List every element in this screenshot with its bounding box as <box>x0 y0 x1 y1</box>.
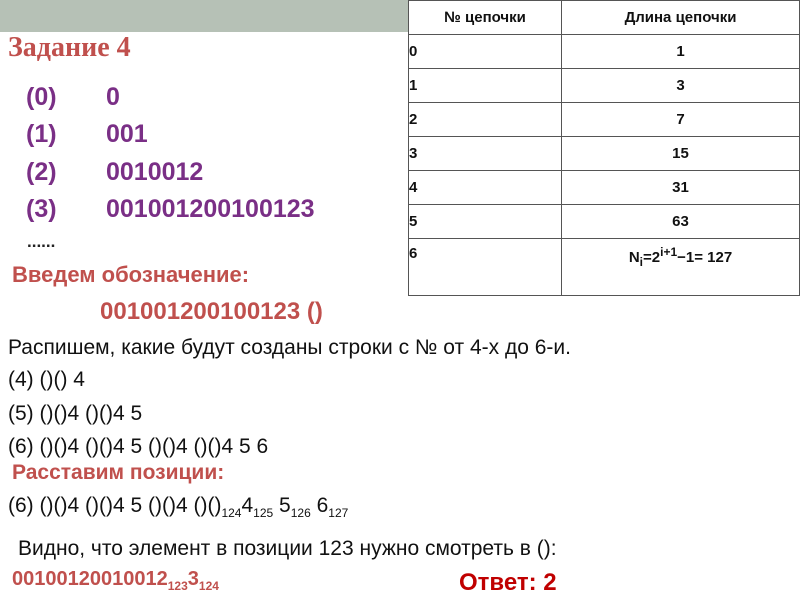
intro-line: Распишем, какие будут созданы строки с № от 4-х до 6-и. <box>8 336 571 359</box>
table-cell: 0 <box>409 35 562 69</box>
sequence-number: (3) <box>26 195 57 223</box>
answer-text: Ответ: 2 <box>459 569 557 596</box>
table-cell: 5 <box>409 205 562 239</box>
final-sequence: $00100120010012_{123}3_{124}$ <box>12 568 219 593</box>
table-cell: 1 <box>562 35 800 69</box>
table-row <box>409 35 800 69</box>
slide-title: Задание 4 <box>8 32 131 63</box>
sequence-value: 0010012 <box>106 158 204 186</box>
positions-line: (6) ()()4 ()()4 5 ()()4 $()()_{124}4_{125}$ $5_{126}$ $6_{127}$ <box>8 494 349 521</box>
table-cell: 63 <box>562 205 800 239</box>
sequence-number: (0) <box>26 83 57 111</box>
table-cell: 4 <box>409 171 562 205</box>
table-row <box>409 137 800 171</box>
table-header-row <box>409 1 800 35</box>
sequence-value: 001001200100123 <box>106 195 315 223</box>
sequence-row <box>26 195 315 224</box>
table-cell: 2 <box>409 103 562 137</box>
ellipsis: ...... <box>27 232 56 251</box>
table-row <box>409 205 800 239</box>
notation-value: 001001200100123 () <box>100 298 323 325</box>
table-cell: 3 <box>409 137 562 171</box>
notation-heading: Введем обозначение: <box>12 262 250 287</box>
table-cell: 15 <box>562 137 800 171</box>
chain-length-table <box>408 0 800 296</box>
sequence-row <box>26 120 148 149</box>
positions-heading: Расставим позиции: <box>12 461 225 484</box>
sequence-row <box>26 83 120 112</box>
sequence-value: 0 <box>106 83 120 111</box>
sequence-value: 001 <box>106 120 148 148</box>
sequence-number: (1) <box>26 120 57 148</box>
row-4-line: (4) ()() 4 <box>8 368 85 391</box>
header-band <box>0 0 408 32</box>
sequence-row <box>26 158 203 187</box>
conclusion-line: Видно, что элемент в позиции 123 нужно смотреть в (): <box>18 537 557 560</box>
length-formula: $N_i=2^{i+1}-1= 127$ <box>562 239 800 296</box>
column-header: Длина цепочки <box>562 1 800 35</box>
table-cell: 7 <box>562 103 800 137</box>
table-row <box>409 103 800 137</box>
table-cell: 3 <box>562 69 800 103</box>
table-cell: 1 <box>409 69 562 103</box>
table-row <box>409 171 800 205</box>
table-cell: 31 <box>562 171 800 205</box>
sequence-number: (2) <box>26 158 57 186</box>
column-header: № цепочки <box>409 1 562 35</box>
table-row <box>409 69 800 103</box>
row-5-line: (5) ()()4 ()()4 5 <box>8 402 143 425</box>
row-6-line: (6) ()()4 ()()4 5 ()()4 ()()4 5 6 <box>8 435 269 458</box>
table-cell: 6 <box>409 239 562 296</box>
table-row <box>409 239 800 296</box>
